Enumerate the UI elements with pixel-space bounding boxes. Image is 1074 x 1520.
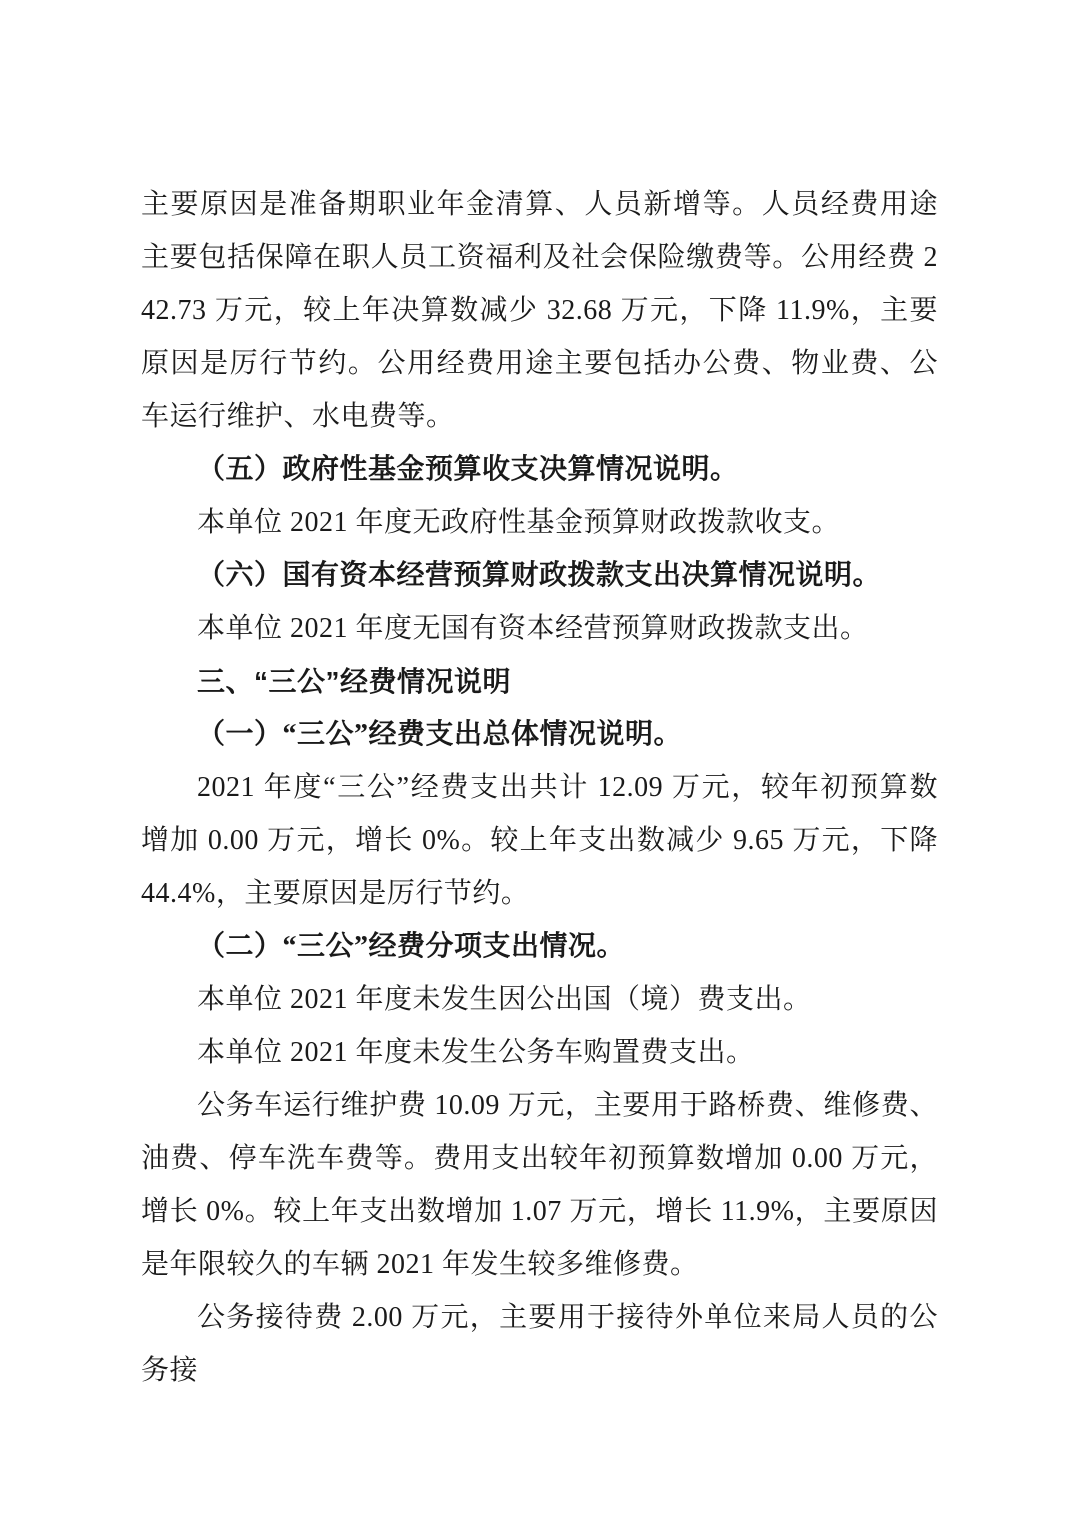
paragraph-official-reception-expense: 公务接待费 2.00 万元，主要用于接待外单位来局人员的公务接: [141, 1302, 938, 1386]
heading-section-5-gov-fund-budget: （五）政府性基金预算收支决算情况说明。: [197, 454, 739, 485]
paragraph-three-public-total-spending: 2021 年度“三公”经费支出共计 12.09 万元，较年初预算数增加 0.00 万元，增长 0%。较上年支出数减少 9.65 万元，下降 44.4%，主要原因是厉行节约。: [141, 772, 938, 909]
paragraph-no-state-capital-budget: 本单位 2021 年度无国有资本经营预算财政拨款支出。: [197, 613, 869, 644]
paragraph-no-overseas-trip-expense: 本单位 2021 年度未发生因公出国（境）费支出。: [197, 984, 812, 1015]
heading-sub-2-itemized-spending: （二）“三公”经费分项支出情况。: [197, 931, 626, 962]
document-body: [141, 178, 938, 1397]
paragraph-no-vehicle-purchase-expense: 本单位 2021 年度未发生公务车购置费支出。: [197, 1037, 755, 1068]
paragraph-personnel-public-expense-continued: 主要原因是准备期职业年金清算、人员新增等。人员经费用途主要包括保障在职人员工资福利及社会保险缴费等。公用经费 242.73 万元，较上年决算数减少 32.68 万元，下降 11.9%，主要原因是厉行节约。公用经费用途主要包括办公费、物业费、公车运行维护、水电费等。: [141, 189, 938, 432]
heading-three-public-expenses: 三、“三公”经费情况说明: [197, 666, 512, 697]
paragraph-no-gov-fund-budget: 本单位 2021 年度无政府性基金预算财政拨款收支。: [197, 507, 841, 538]
heading-section-6-state-capital-budget: （六）国有资本经营预算财政拨款支出决算情况说明。: [197, 560, 882, 591]
paragraph-vehicle-operation-maintenance: 公务车运行维护费 10.09 万元，主要用于路桥费、维修费、油费、停车洗车费等。费用支出较年初预算数增加 0.00 万元，增长 0%。较上年支出数增加 1.07 万元，增长 11.9%，主要原因是年限较久的车辆 2021 年发生较多维修费。: [141, 1090, 938, 1280]
heading-sub-1-overall-spending: （一）“三公”经费支出总体情况说明。: [197, 719, 683, 750]
